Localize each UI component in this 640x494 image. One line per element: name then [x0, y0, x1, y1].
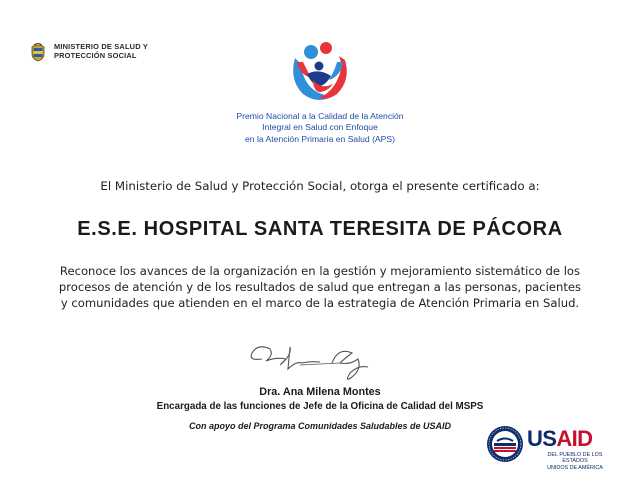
- support-note: Con apoyo del Programa Comunidades Saludables de USAID: [188, 421, 452, 431]
- award-line2: Integral en Salud con Enfoque: [262, 122, 378, 133]
- award-title: [170, 111, 470, 145]
- award-line3: en la Atención Primaria en Salud (APS): [245, 133, 395, 144]
- certificate-description: [20, 263, 620, 311]
- ministry-name-line2: PROTECCIÓN SOCIAL: [54, 51, 137, 60]
- usaid-logo: [486, 425, 616, 469]
- usaid-tagline-line1: DEL PUEBLO DE LOS ESTADOS: [547, 452, 603, 465]
- handwritten-signature: [240, 335, 390, 387]
- family-care-logo-icon: [289, 40, 351, 104]
- usaid-wordmark: [527, 428, 592, 450]
- signatory-role: Encargada de las funciones de Jefe de la Oficina de Calidad del MSPS: [156, 401, 484, 412]
- usaid-wordmark-us: US: [527, 426, 557, 451]
- signatory-name: Dra. Ana Milena Montes: [259, 386, 381, 398]
- description-line3: y comunidades que atienden en el marco de la estrategia de Atención Primaria en Salud.: [60, 296, 580, 310]
- ministry-name: [54, 43, 148, 60]
- certificate-intro: El Ministerio de Salud y Protección Social, otorga el presente certificado a:: [100, 179, 540, 193]
- usaid-wordmark-aid: AID: [556, 426, 593, 451]
- colombia-coat-of-arms-icon: [30, 42, 46, 62]
- description-line1: Reconoce los avances de la organización en la gestión y mejoramiento sistemático de los: [59, 264, 581, 278]
- award-line1: Premio Nacional a la Calidad de la Atención: [236, 111, 404, 121]
- usaid-tagline-line2: UNIDOS DE AMÉRICA: [547, 464, 603, 471]
- description-line2: procesos de atención y de los resultados de salud que entregan a las personas, pacientes: [58, 280, 582, 294]
- usaid-handshake-seal-icon: [486, 425, 524, 463]
- ministry-header: [30, 42, 148, 62]
- usaid-tagline: [542, 452, 608, 471]
- ministry-name-line1: MINISTERIO DE SALUD Y: [54, 42, 148, 52]
- recipient-name: E.S.E. HOSPITAL SANTA TERESITA DE PÁCORA: [77, 218, 563, 240]
